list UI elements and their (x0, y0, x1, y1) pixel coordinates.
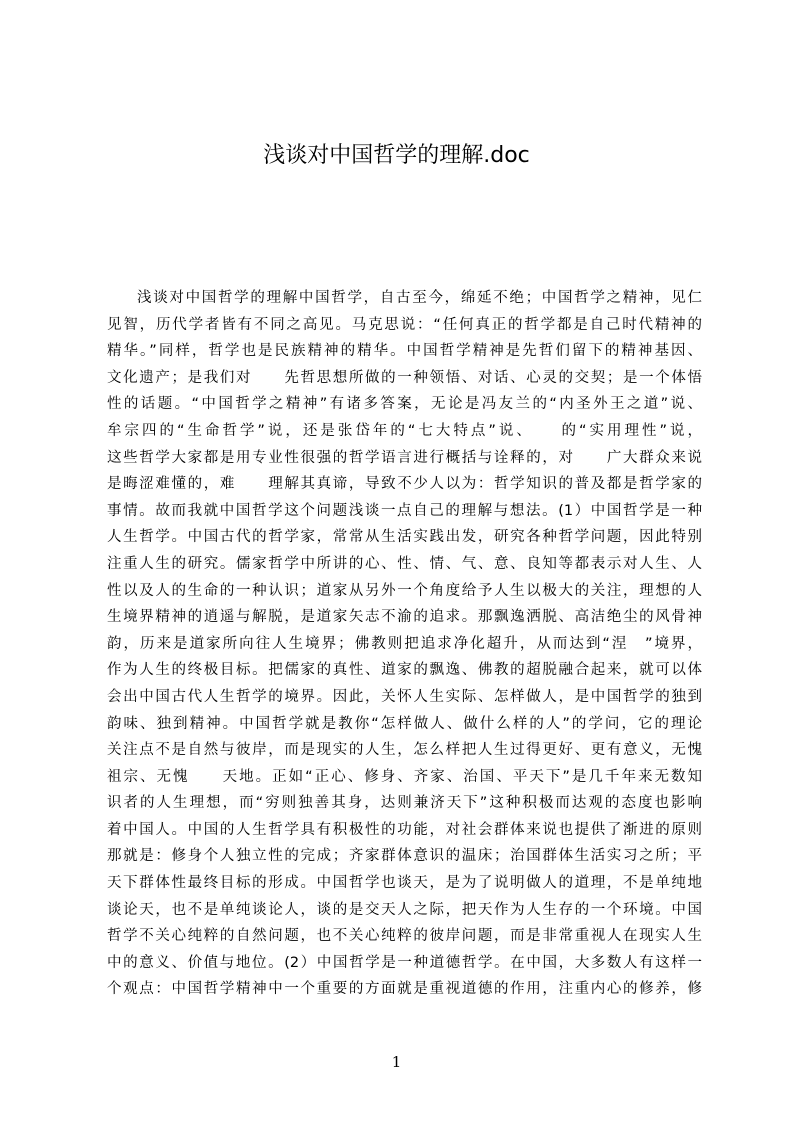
body-line: 浅谈对中国哲学的理解中国哲学，自古至今，绵延不绝；中国哲学之精神，见仁 (137, 290, 702, 306)
body-line: 个观点：中国哲学精神中一个重要的方面就是重视道德的作用，注重内心的修养，修 (107, 981, 702, 998)
body-line: 生境界精神的逍遥与解脱，是道家矢志不渝的追求。那飘逸洒脱、高洁绝尘的风骨神 (107, 609, 702, 626)
body-line: 哲学不关心纯粹的自然问题，也不关心纯粹的彼岸问题，而是非常重视人在现实人生 (107, 928, 702, 945)
body-line: 作为人生的终极目标。把儒家的真性、道家的飘逸、佛教的超脱融合起来，就可以体 (107, 662, 702, 679)
body-line: 性以及人的生命的一种认识；道家从另外一个角度给予人生以极大的关注，理想的人 (107, 582, 702, 599)
body-line: 事情。故而我就中国哲学这个问题浅谈一点自己的理解与想法。(1）中国哲学是一种 (107, 502, 702, 519)
body-line: 识者的人生理想，而“穷则独善其身，达则兼济天下”这种积极而达观的态度也影响 (107, 795, 702, 812)
body-line: 天下群体性最终目标的形成。中国哲学也谈天，是为了说明做人的道理，不是单纯地 (107, 875, 702, 892)
body-line: 着中国人。中国的人生哲学具有积极性的功能，对社会群体来说也提供了渐进的原则 (107, 821, 702, 838)
body-line: 关注点不是自然与彼岸，而是现实的人生，怎么样把人生过得更好、更有意义，无愧 (107, 742, 702, 759)
page-number: 1 (391, 1053, 402, 1071)
body-line: 这些哲学大家都是用专业性很强的哲学语言进行概括与诠释的，对 广大群众来说 (107, 449, 702, 466)
body-line: 中的意义、价值与地位。(2）中国哲学是一种道德哲学。在中国，大多数人有这样一 (107, 954, 702, 971)
body-line: 谈论天，也不是单纯谈论人，谈的是交天人之际，把天作为人生存的一个环境。中国 (107, 901, 702, 918)
document-body (107, 285, 702, 1003)
body-line: 是晦涩难懂的，难 理解其真谛，导致不少人以为：哲学知识的普及都是哲学家的 (107, 476, 702, 493)
body-line: 祖宗、无愧 天地。正如“正心、修身、齐家、治国、平天下”是几千年来无数知 (107, 768, 702, 785)
body-line: 韵味、独到精神。中国哲学就是教你“怎样做人、做什么样的人”的学问，它的理论 (107, 715, 702, 732)
body-line: 牟宗四的“生命哲学”说，还是张岱年的“七大特点”说、 的“实用理性”说， (107, 422, 702, 439)
body-line: 文化遗产；是我们对 先哲思想所做的一种领悟、对话、心灵的交契；是一个体悟 (107, 369, 702, 386)
body-line: 性的话题。“中国哲学之精神”有诸多答案，无论是冯友兰的“内圣外王之道”说、 (107, 396, 702, 413)
body-line: 会出中国古代人生哲学的境界。因此，关怀人生实际、怎样做人，是中国哲学的独到 (107, 688, 702, 705)
body-line: 注重人生的研究。儒家哲学中所讲的心、性、情、气、意、良知等都表示对人生、人 (107, 555, 702, 572)
body-line: 那就是：修身个人独立性的完成；齐家群体意识的温床；治国群体生活实习之所；平 (107, 848, 702, 865)
body-line: 人生哲学。中国古代的哲学家，常常从生活实践出发，研究各种哲学问题，因此特别 (107, 529, 702, 546)
document-title: 浅谈对中国哲学的理解.doc (263, 143, 530, 168)
body-line: 见智，历代学者皆有不同之高见。马克思说：“任何真正的哲学都是自己时代精神的 (107, 316, 702, 333)
body-line: 精华。”同样，哲学也是民族精神的精华。中国哲学精神是先哲们留下的精神基因、 (107, 343, 702, 360)
body-line: 韵，历来是道家所向往人生境界；佛教则把追求净化超升，从而达到“涅 ”境界， (107, 635, 702, 652)
